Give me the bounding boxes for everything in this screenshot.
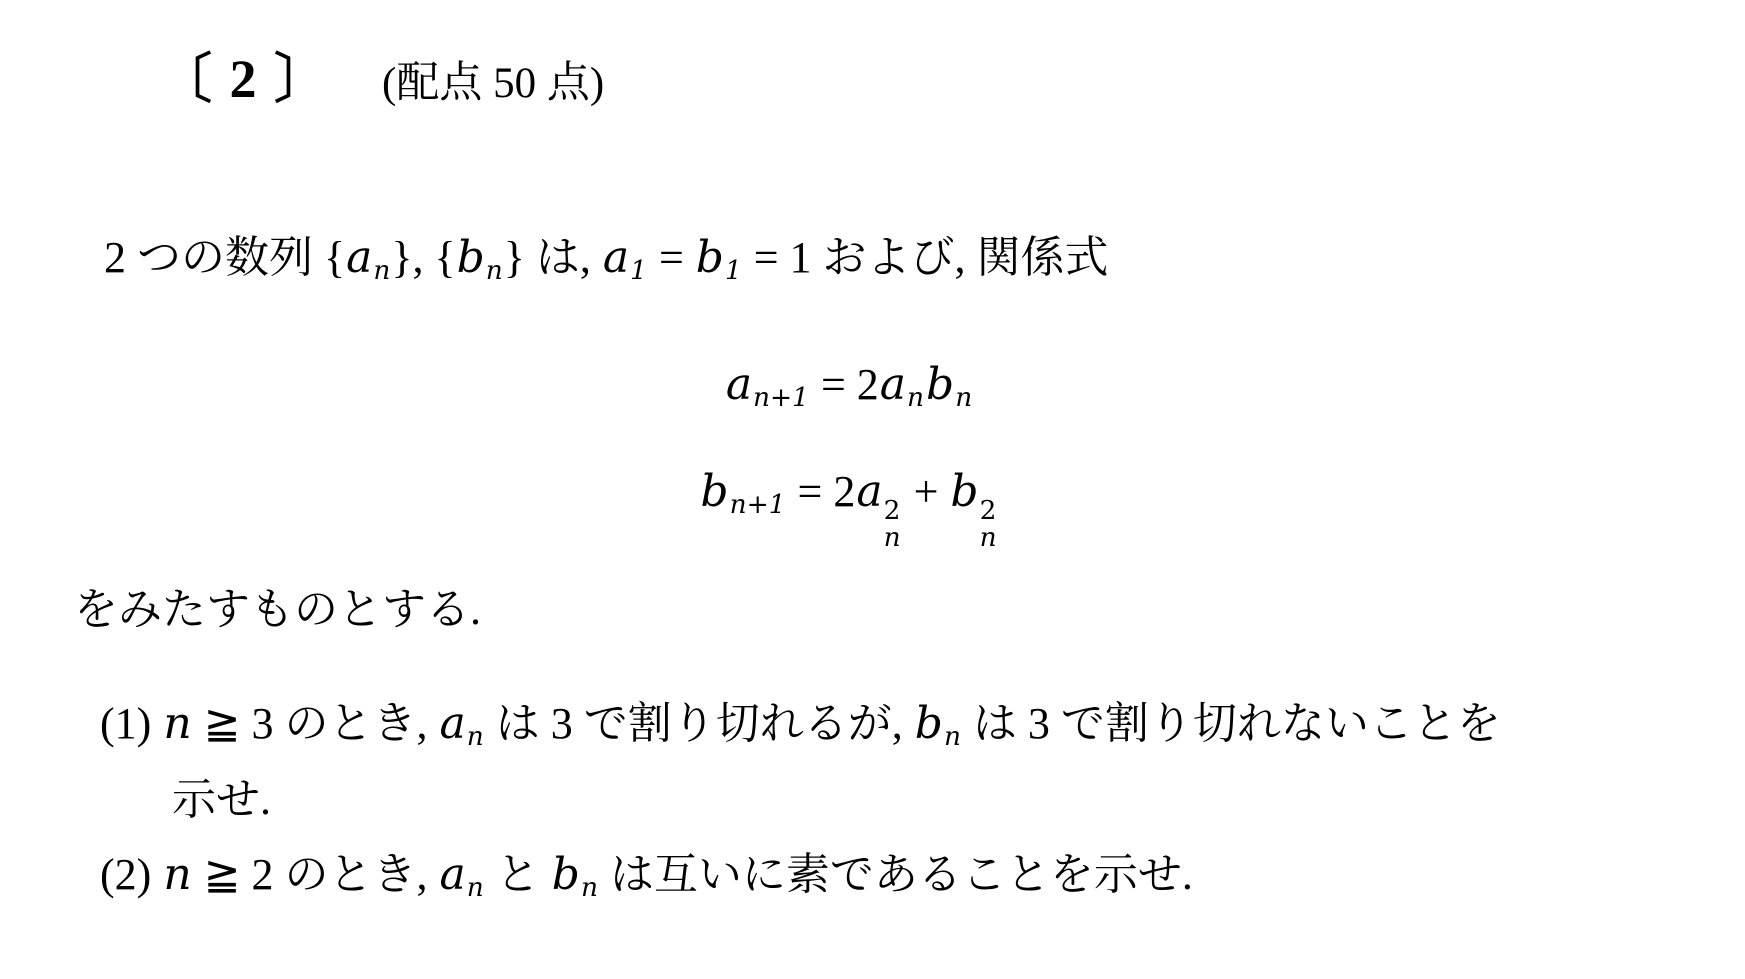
math-italic-token: b bbox=[551, 849, 580, 900]
text-token: (1) bbox=[100, 699, 163, 748]
math-subscript-token: n bbox=[907, 382, 925, 414]
math-subscript: n bbox=[883, 521, 901, 553]
math-subscript-token: 1 bbox=[724, 255, 742, 287]
math-italic-token: b bbox=[914, 698, 943, 749]
text-token: は 3 で割り切れないことを bbox=[961, 699, 1501, 748]
math-italic-token: a bbox=[602, 232, 630, 283]
text-token: ≧ 2 のとき, bbox=[192, 850, 439, 899]
math-subscript-token: n+1 bbox=[729, 489, 786, 521]
math-italic-token: b bbox=[950, 466, 979, 517]
text-token: }, { bbox=[391, 233, 456, 282]
equation-recurrence-a bbox=[0, 355, 1698, 417]
math-supsub-token bbox=[979, 494, 999, 553]
text-token: = 2 bbox=[786, 467, 856, 516]
math-subscript-token: n bbox=[373, 255, 391, 287]
item-1-line-1 bbox=[100, 694, 1501, 756]
text-token: ≧ 3 のとき, bbox=[192, 699, 439, 748]
points-label: (配点 50 点) bbox=[382, 60, 605, 107]
closing-sentence: をみたすものとする. bbox=[74, 585, 481, 634]
math-italic-token: a bbox=[879, 359, 907, 410]
text-token: と bbox=[484, 850, 551, 899]
text-token: は互いに素であることを示せ. bbox=[598, 850, 1193, 899]
math-superscript: 2 bbox=[979, 494, 997, 526]
math-subscript: n bbox=[979, 521, 997, 553]
math-italic-token: a bbox=[725, 359, 753, 410]
math-italic-token: a bbox=[439, 849, 466, 900]
equation-recurrence-b bbox=[0, 462, 1698, 552]
math-subscript-token: n+1 bbox=[753, 382, 809, 414]
math-italic-token: a bbox=[439, 698, 466, 749]
math-subscript-token: n bbox=[466, 721, 484, 753]
text-token: + bbox=[902, 467, 950, 516]
math-superscript: 2 bbox=[883, 494, 901, 526]
math-italic-token: b bbox=[700, 466, 729, 517]
math-subscript-token: n bbox=[466, 872, 484, 904]
math-subscript-token: n bbox=[485, 255, 503, 287]
math-subscript-token: 1 bbox=[630, 255, 647, 287]
math-italic-token: n bbox=[163, 698, 192, 749]
text-token: は 3 で割り切れるが, bbox=[484, 699, 914, 748]
math-subscript-token: n bbox=[955, 382, 973, 414]
math-subscript-token: n bbox=[580, 872, 598, 904]
math-italic-token: n bbox=[163, 849, 192, 900]
problem-header bbox=[158, 36, 604, 113]
math-supsub-token bbox=[883, 494, 903, 553]
math-italic-token: a bbox=[346, 232, 373, 283]
math-italic-token: b bbox=[695, 232, 724, 283]
math-italic-token: a bbox=[856, 466, 883, 517]
math-italic-token: b bbox=[926, 359, 955, 410]
math-subscript-token: n bbox=[943, 721, 961, 753]
intro-sentence bbox=[104, 228, 1109, 290]
text-token: = 2 bbox=[809, 360, 879, 409]
math-italic-token: b bbox=[456, 232, 485, 283]
problem-number: 〔 2 〕 bbox=[158, 49, 330, 109]
text-token: 2 つの数列 { bbox=[104, 233, 346, 282]
text-token: = bbox=[647, 233, 695, 282]
text-token: } は, bbox=[503, 233, 602, 282]
item-1-line-2: 示せ. bbox=[172, 775, 271, 824]
text-token: = 1 および, 関係式 bbox=[742, 233, 1109, 282]
item-2-line-1 bbox=[100, 845, 1193, 907]
text-token: (2) bbox=[100, 850, 163, 899]
